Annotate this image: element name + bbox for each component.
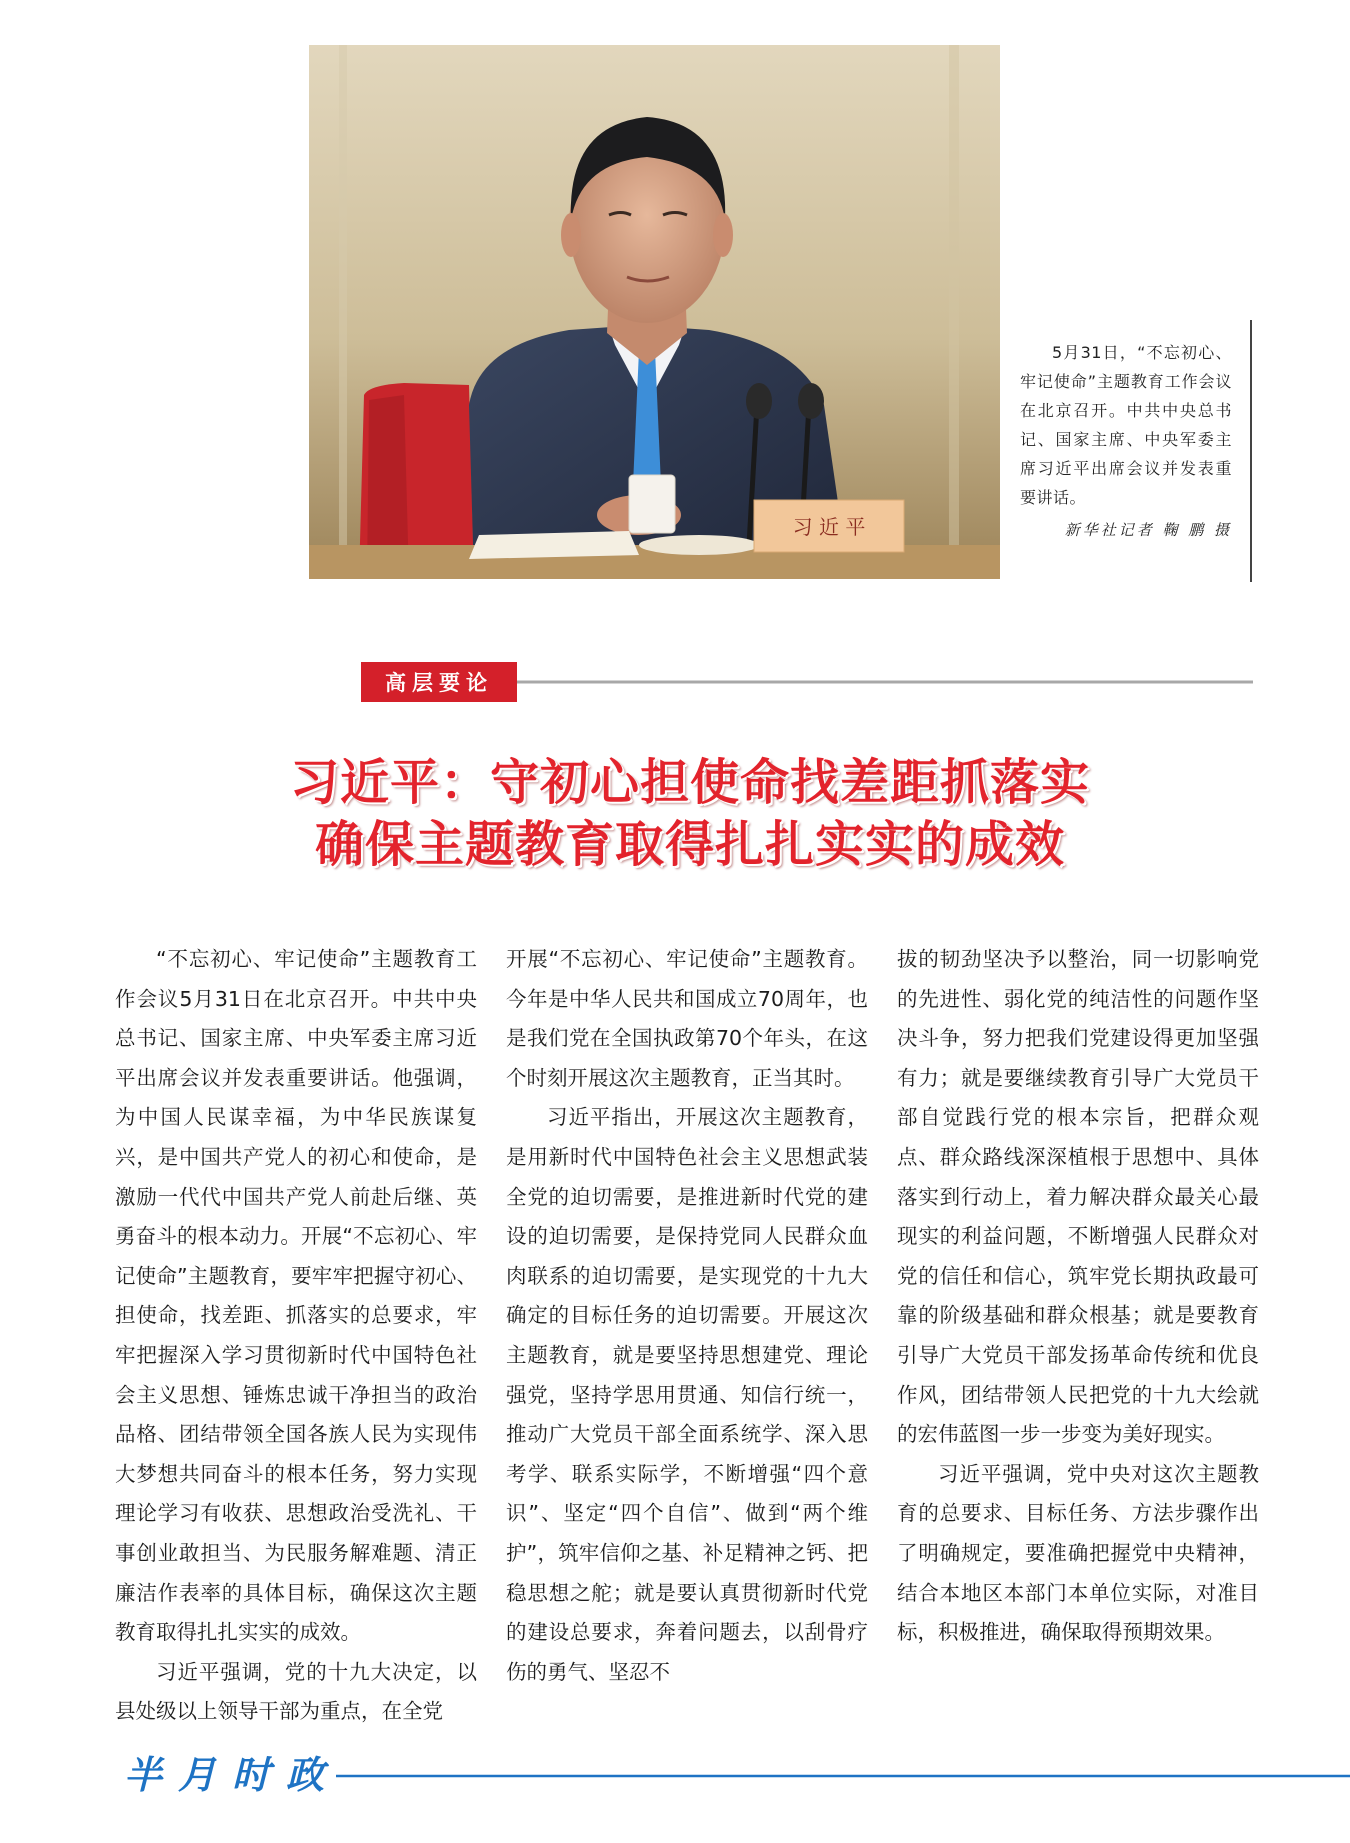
paragraph-continued: 拔的韧劲坚决予以整治，同一切影响党的先进性、弱化党的纯洁性的问题作坚决斗争，努力把我们党建设得更加坚强有力；就是要继续教育引导广大党员干部自觉践行党的根本宗旨，把群众观点、群众路线深深植根于思想中、具体落实到行动上，着力解决群众最关心最现实的利益问题，不断增强人民群众对党的信任和信心，筑牢党长期执政最可靠的阶级基础和群众根基；就是要教育引导广大党员干部发扬革命传统和优良作风，团结带领人民把党的十九大绘就的宏伟蓝图一步一步变为美好现实。 xyxy=(897,947,1259,1447)
brand-char: 时 xyxy=(231,1753,270,1797)
photo-illustration xyxy=(309,45,1000,579)
footer-rule xyxy=(336,1773,1350,1779)
magazine-brand xyxy=(118,1745,334,1805)
brand-char: 政 xyxy=(285,1753,324,1797)
body-column-1 xyxy=(115,940,477,1730)
page-footer xyxy=(118,1745,1350,1805)
paragraph: 习近平强调，党中央对这次主题教育的总要求、目标任务、方法步骤作出了明确规定，要准确把握党中央精神，结合本地区本部门本单位实际，对准目标，积极推进，确保取得预期效果。 xyxy=(897,1461,1259,1645)
photo-caption xyxy=(1008,320,1252,582)
lead-photo xyxy=(309,45,1000,579)
headline-line-2: 确保主题教育取得扎扎实实的成效 xyxy=(314,816,1065,873)
headline xyxy=(150,752,1230,876)
nameplate-text: 习 近 平 xyxy=(792,515,866,539)
brand-char: 月 xyxy=(177,1753,216,1797)
photo-credit: 新华社记者 鞠 鹏 摄 xyxy=(1064,521,1232,539)
paragraph-continued: 开展“不忘初心、牢记使命”主题教育。今年是中华人民共和国成立70周年，也是我们党在全国执政第70个年头，在这个时刻开展这次主题教育，正当其时。 xyxy=(506,947,868,1090)
caption-text: 5月31日，“不忘初心、牢记使命”主题教育工作会议在北京召开。中共中央总书记、国家主席、中央军委主席习近平出席会议并发表重要讲话。 xyxy=(1020,343,1232,507)
paragraph: “不忘初心、牢记使命”主题教育工作会议5月31日在北京召开。中共中央总书记、国家主席、中央军委主席习近平出席会议并发表重要讲话。他强调，为中国人民谋幸福，为中华民族谋复兴，是中国共产党人的初心和使命，是激励一代代中国共产党人前赴后继、英勇奋斗的根本动力。开展“不忘初心、牢记使命”主题教育，要牢牢把握守初心、担使命，找差距、抓落实的总要求，牢牢把握深入学习贯彻新时代中国特色社会主义思想、锤炼忠诚干净担当的政治品格、团结带领全国各族人民为实现伟大梦想共同奋斗的根本任务，努力实现理论学习有收获、思想政治受洗礼、干事创业敢担当、为民服务解难题、清正廉洁作表率的具体目标，确保这次主题教育取得扎扎实实的成效。 xyxy=(115,947,477,1645)
paragraph: 习近平强调，党的十九大决定，以县处级以上领导干部为重点，在全党 xyxy=(115,1659,477,1724)
column-tag-row xyxy=(361,662,1253,702)
body-column-2 xyxy=(506,940,868,1730)
paragraph: 习近平指出，开展这次主题教育，是用新时代中国特色社会主义思想武装全党的迫切需要，是推进新时代党的建设的迫切需要，是保持党同人民群众血肉联系的迫切需要，是实现党的十九大确定的目标任务的迫切需要。开展这次主题教育，就是要坚持思想建党、理论强党，坚持学思用贯通、知信行统一，推动广大党员干部全面系统学、深入思考学、联系实际学，不断增强“四个意识”、坚定“四个自信”、做到“两个维护”，筑牢信仰之基、补足精神之钙、把稳思想之舵；就是要认真贯彻新时代党的建设总要求，奔着问题去，以刮骨疗伤的勇气、坚忍不 xyxy=(506,1105,868,1684)
column-tag: 高层要论 xyxy=(361,662,517,702)
tag-divider-line xyxy=(517,674,1253,690)
body-column-3 xyxy=(897,940,1259,1730)
headline-line-1: 习近平：守初心担使命找差距抓落实 xyxy=(289,754,1090,811)
brand-char: 半 xyxy=(123,1753,162,1797)
